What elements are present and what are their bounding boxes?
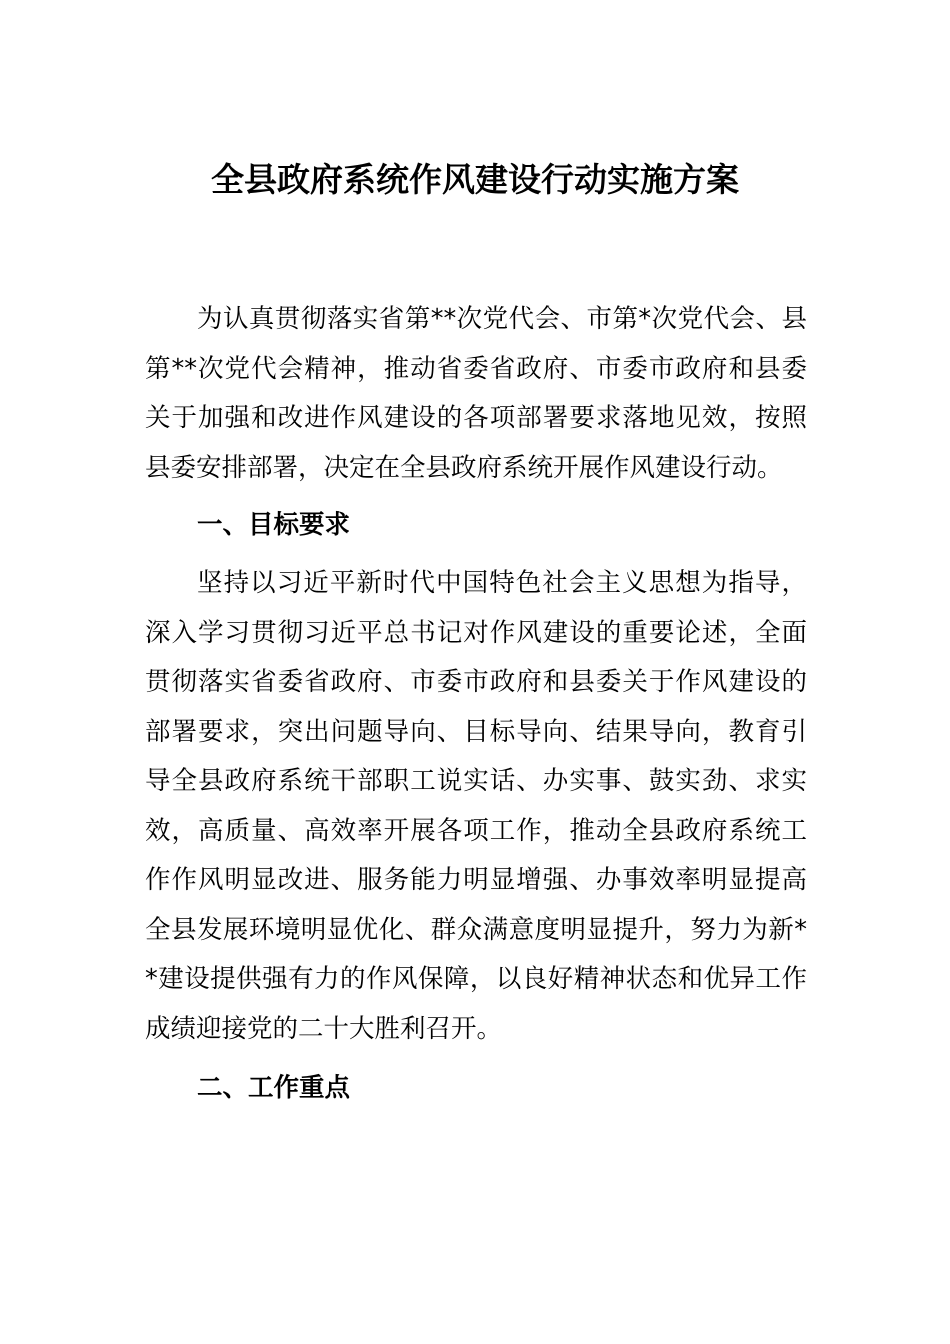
paragraph-line: 作作风明显改进、服务能力明显增强、办事效率明显提高 <box>145 865 807 895</box>
paragraph-line: 全县发展环境明显优化、群众满意度明显提升，努力为新* <box>145 914 807 945</box>
paragraph-line: 第**次党代会精神，推动省委省政府、市委市政府和县委 <box>145 353 807 384</box>
paragraph-line: 为认真贯彻落实省第**次党代会、市第*次党代会、县 <box>197 304 807 334</box>
paragraph-line: 深入学习贯彻习近平总书记对作风建设的重要论述，全面 <box>145 617 807 648</box>
paragraph-line: *建设提供强有力的作风保障，以良好精神状态和优异工作 <box>145 964 807 994</box>
section1-paragraph <box>145 559 807 1054</box>
paragraph-line: 效，高质量、高效率开展各项工作，推动全县政府系统工 <box>145 815 807 846</box>
document-title: 全县政府系统作风建设行动实施方案 <box>211 160 739 199</box>
paragraph-line: 坚持以习近平新时代中国特色社会主义思想为指导， <box>197 568 807 598</box>
paragraph-line: 县委安排部署，决定在全县政府系统开展作风建设行动。 <box>145 452 783 483</box>
paragraph-line: 导全县政府系统干部职工说实话、办实事、鼓实劲、求实 <box>145 766 807 796</box>
intro-paragraph <box>145 295 807 493</box>
section-heading-2 <box>145 1064 807 1114</box>
paragraph-line: 关于加强和改进作风建设的各项部署要求落地见效，按照 <box>145 403 807 433</box>
section-heading: 一、目标要求 <box>197 510 351 540</box>
section-heading-1 <box>145 501 807 551</box>
section-heading: 二、工作重点 <box>197 1073 351 1103</box>
paragraph-line: 贯彻落实省委省政府、市委市政府和县委关于作风建设的 <box>145 667 807 697</box>
paragraph-line: 部署要求，突出问题导向、目标导向、结果导向，教育引 <box>145 716 807 747</box>
paragraph-line: 成绩迎接党的二十大胜利召开。 <box>145 1013 503 1044</box>
